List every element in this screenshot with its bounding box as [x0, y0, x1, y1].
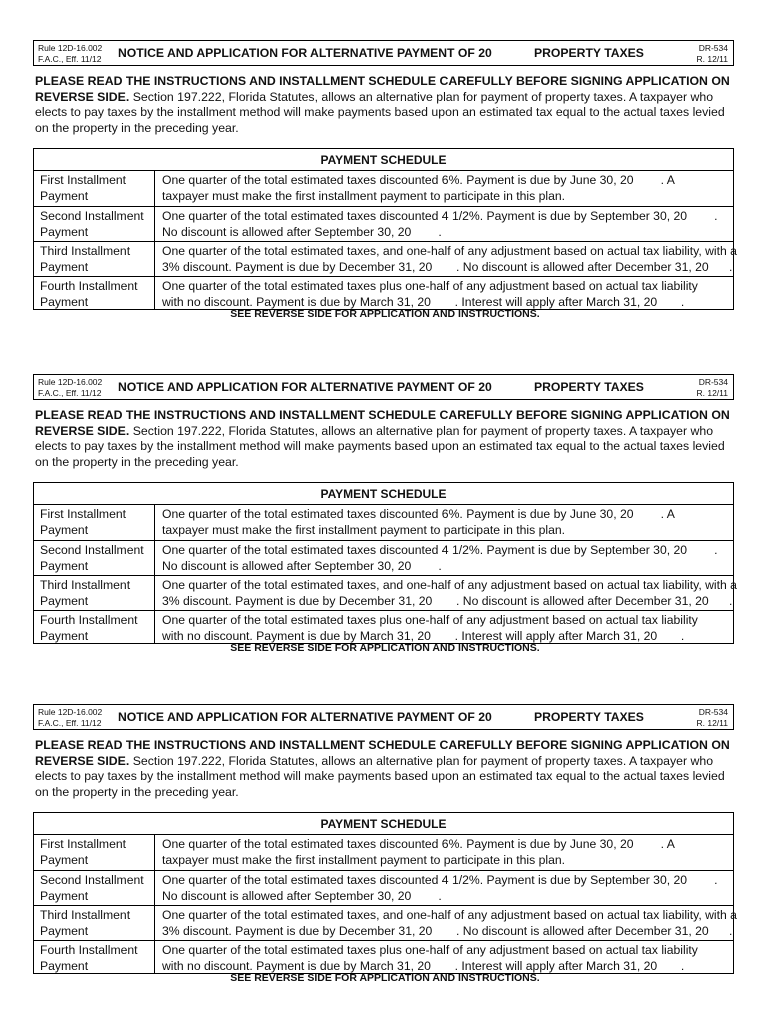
installment-label: First Installment Payment — [40, 507, 127, 537]
installment-label: First Installment Payment — [40, 173, 127, 203]
installment-row — [34, 241, 737, 276]
installment-row — [34, 540, 733, 575]
schedule-title: PAYMENT SCHEDULE — [34, 149, 733, 171]
installment-row — [34, 505, 733, 540]
form-header — [33, 704, 734, 730]
installment-label: Fourth Installment Payment — [40, 279, 138, 309]
installment-label: Third Installment Payment — [40, 578, 131, 608]
form-header — [33, 40, 734, 66]
schedule-title: PAYMENT SCHEDULE — [34, 813, 733, 835]
installment-row — [34, 905, 737, 940]
installment-description: One quarter of the total estimated taxes discounted 4 1/2%. Payment is due by September 30, 20 . No discount is allowed after September 30, 20 . — [162, 209, 718, 239]
installment-row — [34, 835, 733, 870]
intro-bold: PLEASE READ THE INSTRUCTIONS AND INSTALLMENT SCHEDULE CAREFULLY BEFORE SIGNING APPLICATION ON REVERSE SIDE. — [35, 74, 730, 104]
installment-label: Third Installment Payment — [40, 244, 131, 274]
form-title: NOTICE AND APPLICATION FOR ALTERNATIVE PAYMENT OF 20 — [118, 46, 492, 60]
intro-paragraph — [35, 74, 735, 136]
installment-description: One quarter of the total estimated taxes discounted 6%. Payment is due by June 30, 20 . A taxpayer must make the first installment payment to participate in this plan. — [162, 507, 675, 537]
payment-schedule-table — [33, 482, 737, 644]
installment-row — [34, 171, 733, 206]
installment-label: Fourth Installment Payment — [40, 943, 138, 973]
installment-description: One quarter of the total estimated taxes, and one-half of any adjustment based on actual tax liability, with a 3% discount. Payment is due by December 31, 20 . No discount is allowed after December 31, 20 . — [162, 244, 737, 274]
form-header — [33, 374, 734, 400]
property-taxes-label: PROPERTY TAXES — [534, 380, 644, 394]
payment-schedule-table — [33, 812, 737, 974]
form-title: NOTICE AND APPLICATION FOR ALTERNATIVE PAYMENT OF 20 — [118, 380, 492, 394]
form-title: NOTICE AND APPLICATION FOR ALTERNATIVE PAYMENT OF 20 — [118, 710, 492, 724]
installment-row — [34, 575, 737, 610]
installment-label: Third Installment Payment — [40, 908, 131, 938]
payment-schedule-table — [33, 148, 737, 310]
installment-description: One quarter of the total estimated taxes discounted 6%. Payment is due by June 30, 20 . A taxpayer must make the first installment payment to participate in this plan. — [162, 173, 675, 203]
installment-label: Second Installment Payment — [40, 209, 144, 239]
installment-row — [34, 610, 733, 645]
installment-description: One quarter of the total estimated taxes discounted 6%. Payment is due by June 30, 20 . A taxpayer must make the first installment payment to participate in this plan. — [162, 837, 675, 867]
schedule-title: PAYMENT SCHEDULE — [34, 483, 733, 505]
form-code: DR-534 R. 12/11 — [696, 43, 728, 64]
intro-paragraph — [35, 738, 735, 800]
installment-row — [34, 276, 733, 311]
installment-row — [34, 206, 733, 241]
intro-text: Section 197.222, Florida Statutes, allows an alternative plan for payment of property taxes. A taxpayer who elects to pay taxes by the installment method will make payments based upon an estimated tax equal to the actual taxes levied on the property in the preceding year. — [35, 89, 725, 135]
installment-description: One quarter of the total estimated taxes plus one-half of any adjustment based on actual tax liability with no discount. Payment is due by March 31, 20 . Interest will apply after March 31, 20 . — [162, 613, 698, 643]
intro-paragraph — [35, 408, 735, 470]
installment-label: Fourth Installment Payment — [40, 613, 138, 643]
installment-description: One quarter of the total estimated taxes plus one-half of any adjustment based on actual tax liability with no discount. Payment is due by March 31, 20 . Interest will apply after March 31, 20 . — [162, 279, 698, 309]
installment-description: One quarter of the total estimated taxes, and one-half of any adjustment based on actual tax liability, with a 3% discount. Payment is due by December 31, 20 . No discount is allowed after December 31, 20 . — [162, 578, 737, 608]
intro-bold: PLEASE READ THE INSTRUCTIONS AND INSTALLMENT SCHEDULE CAREFULLY BEFORE SIGNING APPLICATION ON REVERSE SIDE. — [35, 738, 730, 768]
installment-row — [34, 940, 733, 975]
installment-label: Second Installment Payment — [40, 873, 144, 903]
reverse-side-note: SEE REVERSE SIDE FOR APPLICATION AND INSTRUCTIONS. — [230, 308, 540, 320]
form-code: DR-534 R. 12/11 — [696, 707, 728, 728]
installment-description: One quarter of the total estimated taxes discounted 4 1/2%. Payment is due by September 30, 20 . No discount is allowed after September 30, 20 . — [162, 873, 718, 903]
installment-description: One quarter of the total estimated taxes plus one-half of any adjustment based on actual tax liability with no discount. Payment is due by March 31, 20 . Interest will apply after March 31, 20 . — [162, 943, 698, 973]
rule-reference: Rule 12D-16.002 F.A.C., Eff. 11/12 — [38, 707, 103, 728]
intro-text: Section 197.222, Florida Statutes, allows an alternative plan for payment of property taxes. A taxpayer who elects to pay taxes by the installment method will make payments based upon an estimated tax equal to the actual taxes levied on the property in the preceding year. — [35, 753, 725, 799]
installment-label: Second Installment Payment — [40, 543, 144, 573]
intro-text: Section 197.222, Florida Statutes, allows an alternative plan for payment of property taxes. A taxpayer who elects to pay taxes by the installment method will make payments based upon an estimated tax equal to the actual taxes levied on the property in the preceding year. — [35, 423, 725, 469]
rule-reference: Rule 12D-16.002 F.A.C., Eff. 11/12 — [38, 377, 103, 398]
installment-description: One quarter of the total estimated taxes, and one-half of any adjustment based on actual tax liability, with a 3% discount. Payment is due by December 31, 20 . No discount is allowed after December 31, 20 . — [162, 908, 737, 938]
reverse-side-note: SEE REVERSE SIDE FOR APPLICATION AND INSTRUCTIONS. — [230, 972, 540, 984]
property-taxes-label: PROPERTY TAXES — [534, 46, 644, 60]
form-code: DR-534 R. 12/11 — [696, 377, 728, 398]
installment-label: First Installment Payment — [40, 837, 127, 867]
rule-reference: Rule 12D-16.002 F.A.C., Eff. 11/12 — [38, 43, 103, 64]
intro-bold: PLEASE READ THE INSTRUCTIONS AND INSTALLMENT SCHEDULE CAREFULLY BEFORE SIGNING APPLICATION ON REVERSE SIDE. — [35, 408, 730, 438]
reverse-side-note: SEE REVERSE SIDE FOR APPLICATION AND INSTRUCTIONS. — [230, 642, 540, 654]
installment-description: One quarter of the total estimated taxes discounted 4 1/2%. Payment is due by September 30, 20 . No discount is allowed after September 30, 20 . — [162, 543, 718, 573]
installment-row — [34, 870, 733, 905]
property-taxes-label: PROPERTY TAXES — [534, 710, 644, 724]
